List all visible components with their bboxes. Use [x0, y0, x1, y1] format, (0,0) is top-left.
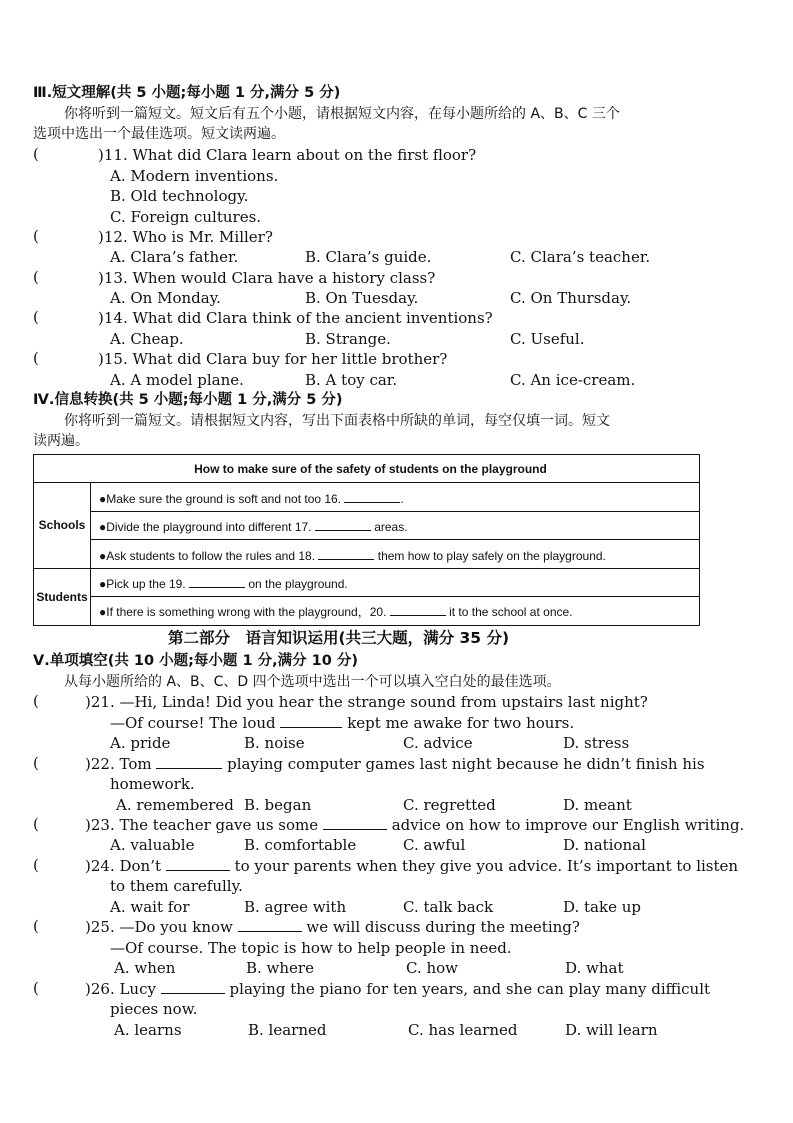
question-25-option-a: A. when [114, 959, 176, 977]
question-11-option-b: B. Old technology. [110, 187, 249, 205]
question-22-option-c: C. regretted [403, 796, 496, 814]
blank-17[interactable] [315, 516, 371, 531]
question-23-option-c: C. awful [403, 836, 466, 854]
blank-22[interactable] [156, 754, 222, 769]
question-26-option-a: A. learns [114, 1021, 182, 1039]
row-20-text: ●If there is something wrong with the playground，20. [99, 605, 387, 620]
question-13-option-a: A. On Monday. [110, 289, 221, 307]
question-21-line2-b: kept me awake for two hours. [347, 714, 575, 732]
answer-paren[interactable]: ( [33, 308, 39, 326]
question-25-option-d: D. what [565, 959, 624, 977]
question-25-b: we will discuss during the meeting? [306, 918, 580, 936]
question-24-option-c: C. talk back [403, 898, 494, 916]
question-26-b: playing the piano for ten years, and she can play many difficult [229, 980, 711, 998]
info-table-title: How to make sure of the safety of students on the playground [34, 455, 700, 483]
question-23-option-b: B. comfortable [244, 836, 357, 854]
row-16-post: . [400, 491, 404, 506]
question-22-option-a: A. remembered [116, 796, 234, 814]
answer-paren[interactable]: ( [33, 349, 39, 367]
schools-label: Schools [34, 483, 91, 569]
question-21-option-b: B. noise [244, 734, 305, 752]
row-19-post: on the playground. [248, 577, 348, 592]
question-15-option-b: B. A toy car. [305, 371, 398, 389]
question-23-option-a: A. valuable [110, 836, 195, 854]
row-17-post: areas. [374, 520, 408, 535]
section4-title: Ⅳ.信息转换(共 5 小题;每小题 1 分,满分 5 分) [33, 392, 343, 408]
question-11-option-c: C. Foreign cultures. [110, 208, 262, 226]
row-18-post: them how to play safely on the playground. [377, 548, 606, 563]
question-22-a: )22. Tom [85, 755, 152, 773]
question-22-stem [85, 754, 705, 774]
table-row [91, 540, 700, 569]
question-21-stem: )21. —Hi, Linda! Did you hear the strange sound from upstairs last night? [85, 693, 648, 711]
table-row [91, 568, 700, 597]
students-label: Students [34, 568, 91, 625]
blank-25[interactable] [238, 917, 302, 932]
blank-21[interactable] [280, 713, 342, 728]
blank-20[interactable] [390, 601, 446, 616]
answer-paren[interactable]: ( [33, 856, 39, 874]
question-26-option-c: C. has learned [408, 1021, 518, 1039]
question-11-option-a: A. Modern inventions. [110, 167, 279, 185]
question-24-line2: to them carefully. [110, 877, 243, 895]
section3-instruction-1: 你将听到一篇短文。短文后有五个小题，请根据短文内容，在每小题所给的 A、B、C 三个 [64, 106, 620, 122]
question-25-stem [85, 917, 580, 937]
answer-paren[interactable]: ( [33, 754, 39, 772]
question-12-option-a: A. Clara’s father. [110, 248, 239, 266]
question-24-stem [85, 856, 738, 876]
question-26-stem [85, 979, 710, 999]
row-17-text: ●Divide the playground into different 17. [99, 520, 312, 535]
question-22-option-b: B. began [244, 796, 312, 814]
question-26-line2: pieces now. [110, 1000, 198, 1018]
question-23-option-d: D. national [563, 836, 646, 854]
question-23-a: )23. The teacher gave us some [85, 816, 319, 834]
question-24-option-b: B. agree with [244, 898, 347, 916]
question-14-option-c: C. Useful. [510, 330, 585, 348]
question-14-stem: )14. What did Clara think of the ancient inventions? [98, 309, 493, 327]
question-22-line2: homework. [110, 775, 195, 793]
answer-paren[interactable]: ( [33, 227, 39, 245]
blank-16[interactable] [344, 488, 400, 503]
question-24-option-a: A. wait for [110, 898, 190, 916]
question-12-stem: )12. Who is Mr. Miller? [98, 228, 273, 246]
question-23-stem [85, 815, 744, 835]
question-13-option-c: C. On Thursday. [510, 289, 632, 307]
question-22-b: playing computer games last night because he didn’t finish his [227, 755, 705, 773]
blank-19[interactable] [189, 573, 245, 588]
question-24-a: )24. Don’t [85, 857, 161, 875]
section5-title: Ⅴ.单项填空(共 10 小题;每小题 1 分,满分 10 分) [33, 653, 359, 669]
question-25-option-c: C. how [406, 959, 459, 977]
question-23-b: advice on how to improve our English writing. [391, 816, 745, 834]
question-21-option-a: A. pride [110, 734, 171, 752]
info-table [33, 454, 700, 626]
question-25-line2: —Of course. The topic is how to help people in need. [110, 939, 512, 957]
table-row [91, 511, 700, 540]
question-24-b: to your parents when they give you advice. It’s important to listen [234, 857, 739, 875]
section3-instruction-2: 选项中选出一个最佳选项。短文读两遍。 [33, 126, 285, 142]
question-14-option-a: A. Cheap. [110, 330, 184, 348]
section5-instruction: 从每小题所给的 A、B、C、D 四个选项中选出一个可以填入空白处的最佳选项。 [64, 674, 561, 690]
section4-instruction-2: 读两遍。 [33, 433, 89, 449]
question-21-line2 [110, 713, 574, 733]
blank-23[interactable] [323, 815, 387, 830]
row-20-post: it to the school at once. [449, 605, 573, 620]
question-12-option-b: B. Clara’s guide. [305, 248, 432, 266]
part2-title: 第二部分 语言知识运用(共三大题，满分 35 分) [168, 629, 510, 647]
table-row [91, 597, 700, 626]
question-15-option-c: C. An ice-cream. [510, 371, 636, 389]
question-13-stem: )13. When would Clara have a history class? [98, 269, 436, 287]
question-21-line2-a: —Of course! The loud [110, 714, 276, 732]
question-22-option-d: D. meant [563, 796, 632, 814]
answer-paren[interactable]: ( [33, 268, 39, 286]
question-12-option-c: C. Clara’s teacher. [510, 248, 651, 266]
question-25-option-b: B. where [246, 959, 314, 977]
section3-title: Ⅲ.短文理解(共 5 小题;每小题 1 分,满分 5 分) [33, 85, 341, 101]
answer-paren[interactable]: ( [33, 692, 39, 710]
question-26-a: )26. Lucy [85, 980, 156, 998]
question-15-stem: )15. What did Clara buy for her little brother? [98, 350, 448, 368]
blank-18[interactable] [318, 545, 374, 560]
question-21-option-c: C. advice [403, 734, 473, 752]
answer-paren[interactable]: ( [33, 979, 39, 997]
section4-instruction-1: 你将听到一篇短文。请根据短文内容，写出下面表格中所缺的单词，每空仅填一词。短文 [64, 413, 610, 429]
answer-paren[interactable]: ( [33, 145, 39, 163]
question-26-option-d: D. will learn [565, 1021, 658, 1039]
table-row [91, 483, 700, 512]
question-11-stem: )11. What did Clara learn about on the first floor? [98, 146, 477, 164]
row-19-text: ●Pick up the 19. [99, 577, 186, 592]
row-18-text: ●Ask students to follow the rules and 18. [99, 548, 316, 563]
answer-paren[interactable]: ( [33, 917, 39, 935]
question-13-option-b: B. On Tuesday. [305, 289, 419, 307]
row-16-text: ●Make sure the ground is soft and not too 16. [99, 491, 342, 506]
question-14-option-b: B. Strange. [305, 330, 391, 348]
question-15-option-a: A. A model plane. [110, 371, 244, 389]
blank-24[interactable] [166, 856, 230, 871]
question-24-option-d: D. take up [563, 898, 641, 916]
answer-paren[interactable]: ( [33, 815, 39, 833]
question-26-option-b: B. learned [248, 1021, 327, 1039]
blank-26[interactable] [161, 979, 225, 994]
question-25-a: )25. —Do you know [85, 918, 233, 936]
question-21-option-d: D. stress [563, 734, 630, 752]
